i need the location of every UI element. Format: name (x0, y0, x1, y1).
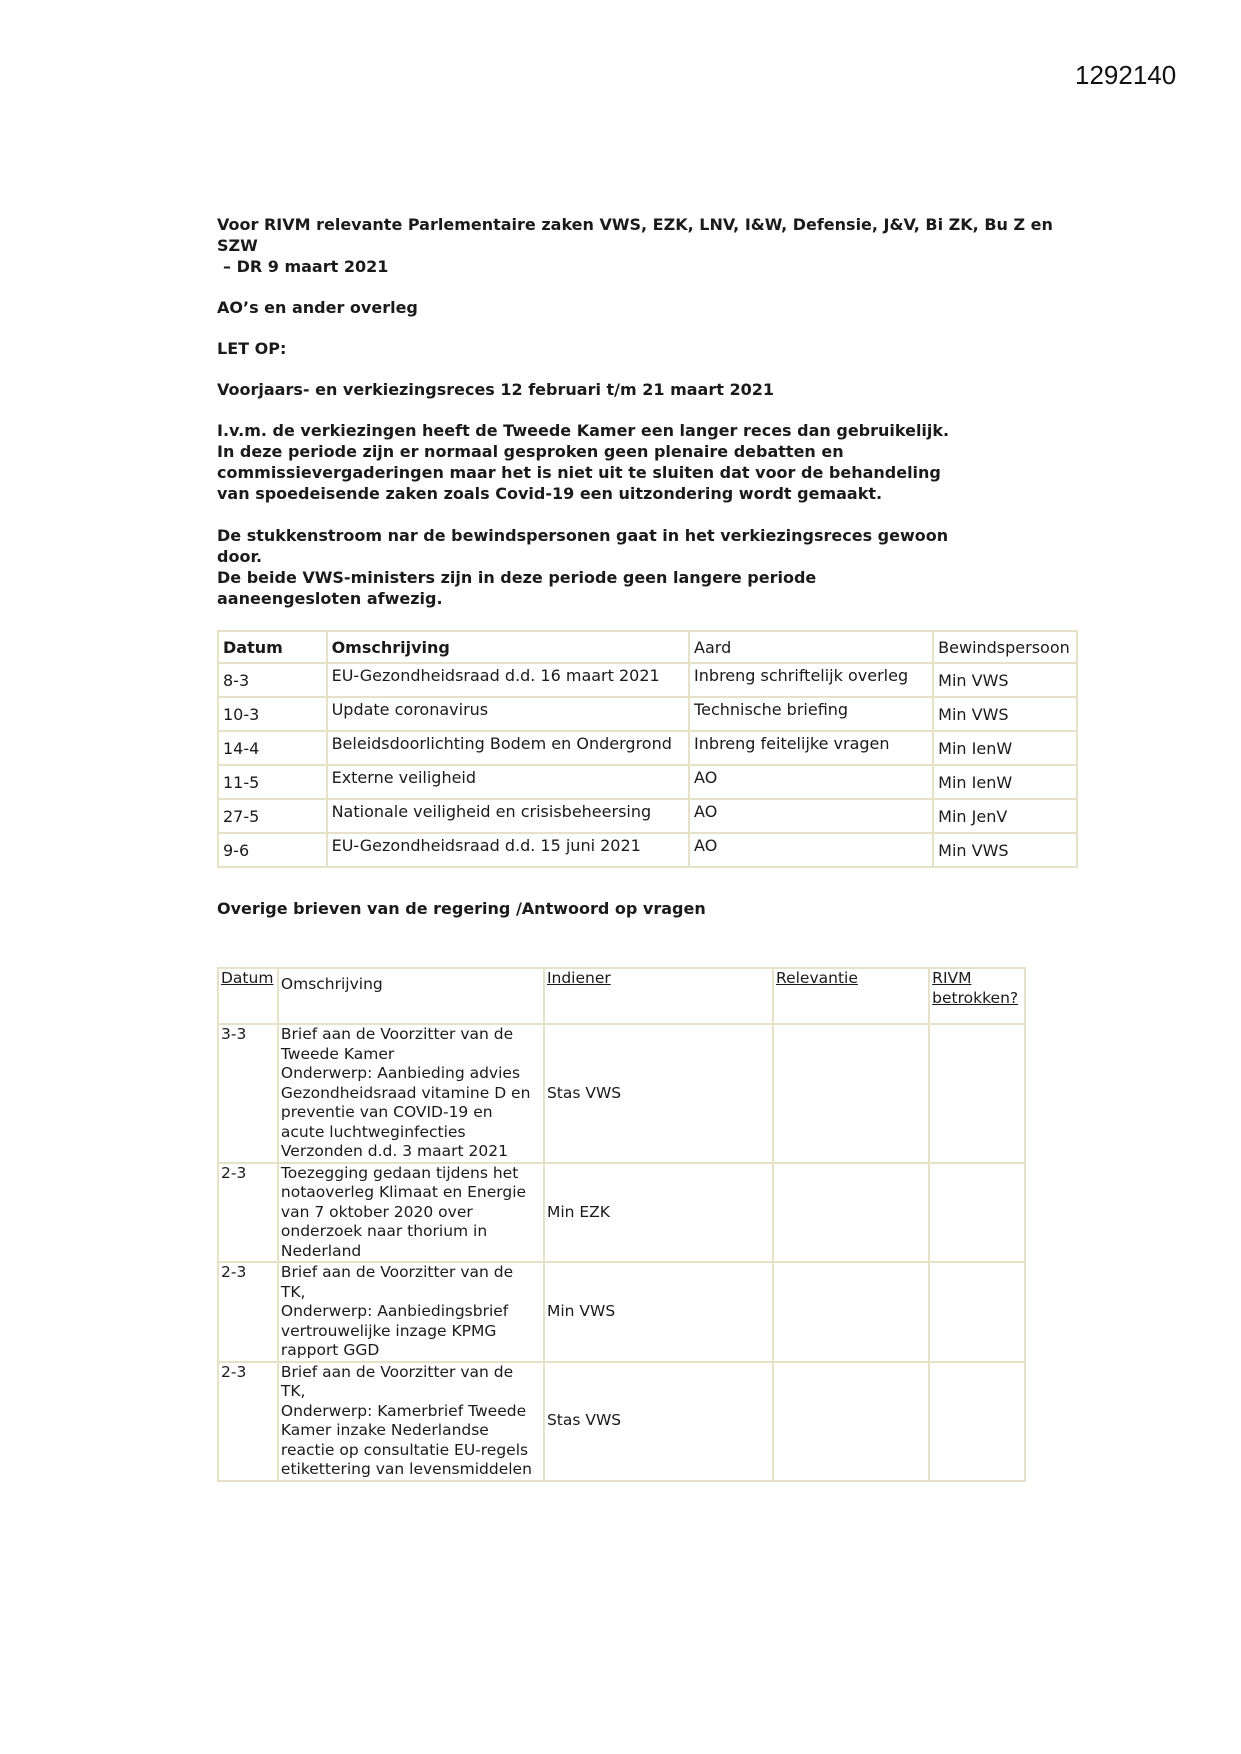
column-header-omschrijving: Omschrijving (278, 968, 544, 1024)
table-row (218, 833, 1077, 867)
omschrijving-line: Brief aan de Voorzitter van de (280, 1263, 514, 1281)
cell-bewindspersoon: Min VWS (933, 663, 1077, 697)
table-row (218, 1262, 1025, 1362)
cell-omschrijving (278, 1024, 544, 1163)
omschrijving-line: Nederland (280, 1241, 362, 1260)
cell-omschrijving: Beleidsdoorlichting Bodem en Ondergrond (327, 731, 689, 765)
cell-bewindspersoon: Min JenV (933, 799, 1077, 833)
cell-datum: 11-5 (218, 765, 327, 799)
document-number: 1292140 (1075, 60, 1177, 90)
table-header-row (218, 968, 1025, 1024)
table-header-row (218, 631, 1077, 663)
cell-bewindspersoon: Min VWS (933, 833, 1077, 867)
omschrijving-line: preventie van COVID-19 en (280, 1103, 493, 1121)
table-row (218, 1163, 1025, 1263)
column-header-omschrijving: Omschrijving (327, 631, 689, 663)
brieven-table (217, 967, 1026, 1482)
column-header-datum: Datum (218, 968, 278, 1024)
recess-paragraph-2 (217, 525, 1087, 609)
table-row (218, 1362, 1025, 1481)
paragraph-line: De beide VWS-ministers zijn in deze periode geen langere periode (217, 568, 817, 587)
cell-rivm-betrokken (929, 1163, 1025, 1263)
omschrijving-line: onderzoek naar thorium in (280, 1222, 488, 1240)
column-header-relevantie: Relevantie (773, 968, 929, 1024)
table-row (218, 1024, 1025, 1163)
cell-indiener: Min EZK (544, 1163, 773, 1263)
let-op-label: LET OP: (217, 339, 287, 358)
paragraph-line: De stukkenstroom nar de bewindspersonen gaat in het verkiezingsreces gewoon (217, 526, 949, 545)
cell-bewindspersoon: Min VWS (933, 697, 1077, 731)
omschrijving-line: Tweede Kamer (280, 1044, 395, 1063)
omschrijving-line: Kamer inzake Nederlandse (280, 1421, 489, 1439)
table-row (218, 663, 1077, 697)
cell-relevantie (773, 1262, 929, 1362)
omschrijving-line: Toezegging gedaan tijdens het (280, 1163, 519, 1182)
omschrijving-line: Gezondheidsraad vitamine D en (280, 1083, 531, 1102)
omschrijving-line: Onderwerp: Aanbiedingsbrief (280, 1302, 509, 1320)
recess-notice: Voorjaars- en verkiezingsreces 12 februari t/m 21 maart 2021 (217, 380, 774, 399)
column-header-aard: Aard (689, 631, 933, 663)
cell-rivm-betrokken (929, 1362, 1025, 1481)
section-heading-overleg: AO’s en ander overleg (217, 298, 418, 317)
paragraph-line: In deze periode zijn er normaal gesproken geen plenaire debatten en (217, 442, 844, 461)
cell-aard: Inbreng feitelijke vragen (689, 731, 933, 765)
omschrijving-line: van 7 oktober 2020 over (280, 1202, 473, 1221)
paragraph-line: door. (217, 547, 263, 566)
cell-relevantie (773, 1163, 929, 1263)
cell-omschrijving: Externe veiligheid (327, 765, 689, 799)
cell-relevantie (773, 1362, 929, 1481)
overleg-table (217, 630, 1078, 868)
table-row (218, 799, 1077, 833)
paragraph-line: van spoedeisende zaken zoals Covid-19 een uitzondering wordt gemaakt. (217, 484, 883, 503)
cell-omschrijving: EU-Gezondheidsraad d.d. 15 juni 2021 (327, 833, 689, 867)
column-header-bewindspersoon: Bewindspersoon (933, 631, 1077, 663)
column-header-indiener: Indiener (544, 968, 773, 1024)
cell-indiener: Stas VWS (544, 1362, 773, 1481)
cell-datum: 8-3 (218, 663, 327, 697)
column-header-datum: Datum (218, 631, 327, 663)
cell-aard: AO (689, 799, 933, 833)
omschrijving-line: Verzonden d.d. 3 maart 2021 (280, 1142, 508, 1160)
cell-datum: 2-3 (218, 1262, 278, 1362)
omschrijving-line: vertrouwelijke inzage KPMG (280, 1321, 497, 1340)
omschrijving-line: TK, (280, 1382, 306, 1400)
cell-datum: 2-3 (218, 1362, 278, 1481)
omschrijving-line: Onderwerp: Kamerbrief Tweede (280, 1401, 527, 1420)
paragraph-line: commissievergaderingen maar het is niet uit te sluiten dat voor de behandeling (217, 463, 941, 482)
omschrijving-line: Onderwerp: Aanbieding advies (280, 1064, 521, 1082)
cell-datum: 2-3 (218, 1163, 278, 1263)
cell-bewindspersoon: Min IenW (933, 765, 1077, 799)
document-subtitle: – DR 9 maart 2021 (223, 257, 389, 276)
document-body (217, 214, 1087, 1482)
cell-omschrijving: Update coronavirus (327, 697, 689, 731)
document-title: Voor RIVM relevante Parlementaire zaken VWS, EZK, LNV, I&W, Defensie, J&V, Bi ZK, Bu Z en SZW (217, 215, 1053, 255)
cell-rivm-betrokken (929, 1024, 1025, 1163)
cell-aard: Technische briefing (689, 697, 933, 731)
omschrijving-line: acute luchtweginfecties (280, 1122, 466, 1141)
cell-indiener: Stas VWS (544, 1024, 773, 1163)
table-row (218, 731, 1077, 765)
cell-relevantie (773, 1024, 929, 1163)
table-row (218, 765, 1077, 799)
cell-omschrijving: EU-Gezondheidsraad d.d. 16 maart 2021 (327, 663, 689, 697)
omschrijving-line: reactie op consultatie EU-regels (280, 1440, 529, 1459)
cell-aard: Inbreng schriftelijk overleg (689, 663, 933, 697)
cell-bewindspersoon: Min IenW (933, 731, 1077, 765)
cell-aard: AO (689, 833, 933, 867)
cell-omschrijving (278, 1163, 544, 1263)
cell-omschrijving (278, 1362, 544, 1481)
omschrijving-line: Brief aan de Voorzitter van de (280, 1025, 514, 1043)
omschrijving-line: notaoverleg Klimaat en Energie (280, 1183, 527, 1201)
cell-omschrijving (278, 1262, 544, 1362)
omschrijving-line: rapport GGD (280, 1341, 380, 1359)
cell-indiener: Min VWS (544, 1262, 773, 1362)
paragraph-line: I.v.m. de verkiezingen heeft de Tweede Kamer een langer reces dan gebruikelijk. (217, 421, 950, 440)
cell-datum: 9-6 (218, 833, 327, 867)
paragraph-line: aaneengesloten afwezig. (217, 589, 443, 608)
cell-datum: 3-3 (218, 1024, 278, 1163)
omschrijving-line: etikettering van levensmiddelen (280, 1460, 532, 1478)
omschrijving-line: Brief aan de Voorzitter van de (280, 1362, 514, 1381)
section-heading-brieven: Overige brieven van de regering /Antwoord op vragen (217, 899, 706, 918)
column-header-rivm-betrokken: RIVM betrokken? (929, 968, 1025, 1024)
cell-datum: 14-4 (218, 731, 327, 765)
cell-omschrijving: Nationale veiligheid en crisisbeheersing (327, 799, 689, 833)
cell-aard: AO (689, 765, 933, 799)
cell-datum: 10-3 (218, 697, 327, 731)
omschrijving-line: TK, (280, 1282, 306, 1301)
cell-datum: 27-5 (218, 799, 327, 833)
recess-paragraph-1 (217, 420, 1087, 504)
cell-rivm-betrokken (929, 1262, 1025, 1362)
table-row (218, 697, 1077, 731)
